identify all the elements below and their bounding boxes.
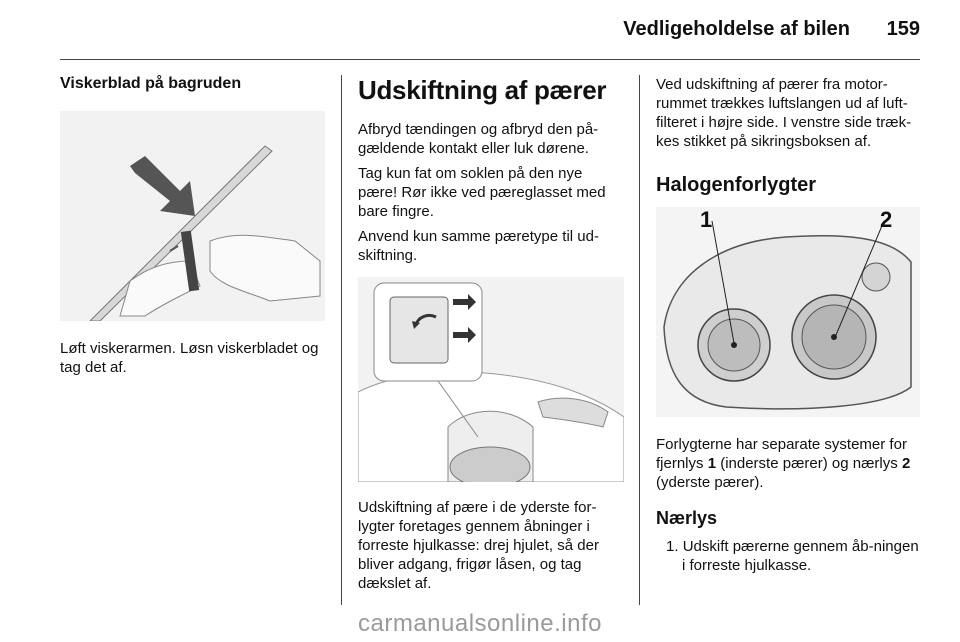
desc-text: (yderste pærer). (656, 474, 764, 491)
list-item (656, 537, 924, 575)
car-drawing (358, 277, 624, 482)
low-beam-heading: Nærlys (656, 508, 718, 528)
wiper-illustration (60, 111, 325, 321)
column-divider (341, 75, 342, 605)
column-halogen (656, 75, 924, 575)
list-text: Udskift pærerne gennem åb-ningen i forreste hjulkasse. (682, 538, 919, 574)
watermark: carmanualsonline.info (358, 610, 602, 637)
column-wiper (60, 75, 325, 377)
callout-label-1: 1 (700, 207, 713, 232)
desc-text: Forlygterne har separate systemer for fjernlys (656, 436, 907, 472)
halogen-heading: Halogenforlygter (656, 174, 817, 196)
engine-bay-intro: Ved udskiftning af pærer fra motor-rummet trækkes luftslangen ud af luft-filteret i højre side. I venstre side træk-kes stikket på sikringsboksen af. (656, 76, 912, 150)
desc-text: (inderste pærer) og nærlys (716, 455, 902, 472)
bulbs-para-3: Anvend kun samme pæretype til ud-skiftning. (358, 228, 599, 264)
wiper-heading: Viskerblad på bagruden (60, 75, 242, 92)
header-title: Vedligeholdelse af bilen (623, 18, 850, 40)
desc-ref-1: 1 (707, 455, 717, 472)
wiper-caption: Løft viskerarmen. Løsn viskerbladet og tag det af. (60, 340, 319, 376)
headlamp-drawing (656, 207, 920, 417)
list-number: 1. (666, 538, 679, 555)
wiper-drawing (60, 111, 325, 321)
headlamp-illustration (656, 207, 920, 417)
callout-label-2: 2 (880, 207, 893, 232)
bulbs-para-1: Afbryd tændingen og afbryd den på-gældende kontakt eller luk dørene. (358, 121, 599, 157)
bulbs-heading: Udskiftning af pærer (358, 75, 607, 105)
wheelhouse-caption: Udskiftning af pære i de yderste for-lygter foretages gennem åbninger i forreste hjulkasse: drej hjulet, så der bliver adgang, frigør låsen, og tag dækslet af. (358, 499, 599, 592)
bulbs-para-2: Tag kun fat om soklen på den nye pære! Rør ikke ved pæreglasset med bare fingre. (358, 165, 606, 220)
page-number: 159 (886, 18, 920, 40)
halogen-description (656, 435, 924, 492)
desc-ref-2: 2 (901, 455, 911, 472)
header-rule (60, 59, 920, 60)
wheelhouse-illustration (358, 277, 624, 482)
column-divider (639, 75, 640, 605)
column-bulbs (358, 75, 624, 593)
